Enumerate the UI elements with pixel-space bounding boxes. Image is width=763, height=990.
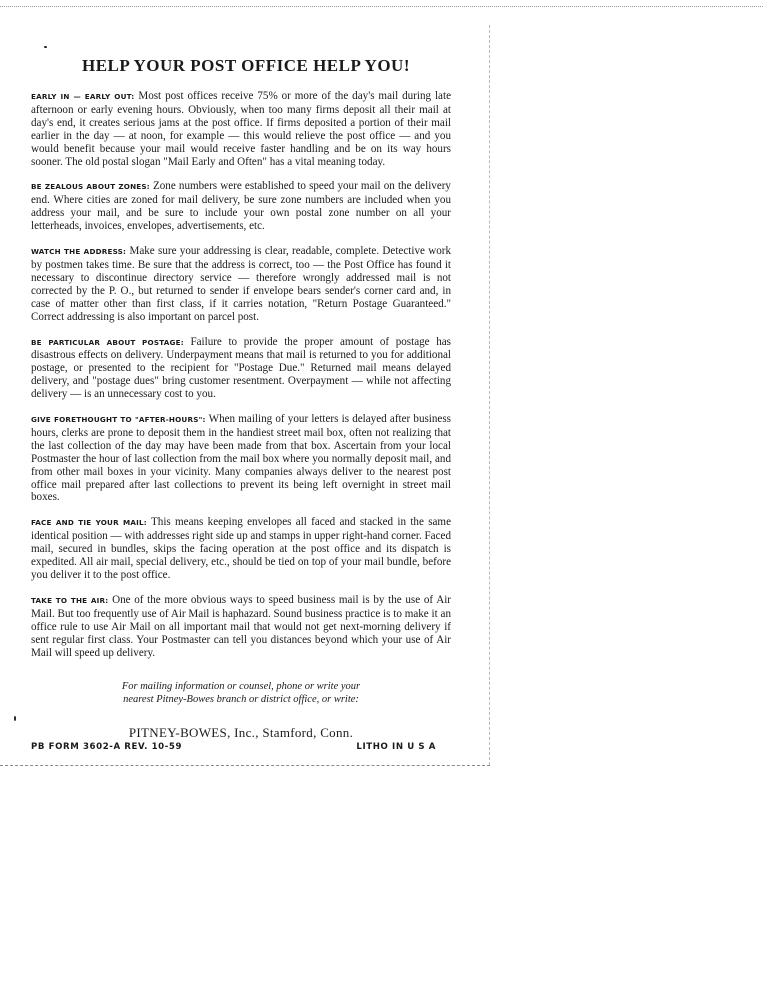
form-footer	[31, 742, 436, 752]
section-lead: EARLY IN — EARLY OUT:	[31, 92, 135, 101]
section-text: Most post offices receive 75% or more of the day's mail during late afternoon or early evening hours. Obviously, when too many firms deposit all their mail at day's end, it creates serious jams at the post office. If firms deposited a portion of their mail earlier in the day — at noon, for example — this would relieve the post office — and you would benefit because your mail would receive faster handling and be on its way hours sooner. The old postal slogan "Mail Early and Often" has a vital meaning today.	[31, 90, 451, 168]
page-title: HELP YOUR POST OFFICE HELP YOU!	[82, 56, 410, 75]
contact-note-line: nearest Pitney-Bowes branch or district office, or write:	[123, 694, 359, 706]
section-text: When mailing of your letters is delayed after business hours, clerks are prone to deposit them in the handiest street mail box, often not realizing that the last collection of the day may have been made from that box. Ascertain from your local Postmaster the hour of last collection from the mail box where you normally deposit mail, and from other mail boxes in your vicinity. Many companies always deliver to the nearest post office mail prepared after last collections to prevent its being left overnight in street mail boxes.	[31, 413, 451, 504]
section-lead: FACE AND TIE YOUR MAIL:	[31, 518, 147, 528]
section-air-mail	[31, 594, 451, 660]
scan-edge-right	[489, 25, 491, 765]
section-lead: BE ZEALOUS ABOUT ZONES:	[31, 182, 150, 192]
section-text: Failure to provide the proper amount of postage has disastrous effects on delivery. Underpayment means that mail is returned to you for additional postage, or presented to the recipient for "Postage Due." Returned mail means delayed delivery, and "postage dues" bring customer resentment. Overpayment — while not affecting delivery — is an unnecessary cost to you.	[31, 335, 452, 401]
section-after-hours	[31, 413, 451, 504]
section-text: This means keeping envelopes all faced and stacked in the same identical position — with addresses right side up and stamps in upper right-hand corner. Faced mail, secured in bundles, skips the facing operation at the post office and its dispatch is expedited. All air mail, special delivery, etc., should be tied on top of your mail bundle, before you deliver it to the post office.	[31, 516, 451, 581]
litho-notice: LITHO IN U S A	[356, 742, 436, 752]
scan-edge-top	[0, 0, 763, 7]
scan-edge-bottom	[0, 765, 490, 767]
section-early-in	[31, 90, 451, 168]
section-lead: GIVE FORETHOUGHT TO "AFTER-HOURS":	[31, 415, 206, 425]
ink-speck	[14, 716, 16, 721]
section-zones	[31, 180, 451, 233]
section-postage	[31, 336, 451, 402]
company-name: PITNEY-BOWES, Inc., Stamford, Conn.	[128, 724, 354, 740]
form-number: PB FORM 3602-A REV. 10-59	[31, 742, 183, 752]
section-text: One of the more obvious ways to speed business mail is by the use of Air Mail. But too frequently use of Air Mail is haphazard. Sound business practice is to make it an office rule to use Air Mail on all important mail that would not get next-morning delivery if sent regular first class. Your Postmaster can tell you distances beyond which your use of Air Mail will speed up delivery.	[31, 593, 451, 659]
contact-note	[31, 681, 451, 706]
section-lead: BE PARTICULAR ABOUT POSTAGE:	[31, 337, 184, 347]
section-address	[31, 245, 451, 323]
section-face-and-tie	[31, 516, 451, 582]
section-lead: WATCH THE ADDRESS:	[31, 247, 127, 257]
section-text: Make sure your addressing is clear, readable, complete. Detective work by postmen takes time. Be sure that the address is correct, too — the Post Office has found it necessary to discontinue directory service — therefore wrongly addressed mail is not corrected by the P. O., but returned to sender if envelope bears sender's corner card and, in case of matter other than first class, if it carries notation, "Return Postage Guaranteed." Correct addressing is also important on parcel post.	[31, 245, 452, 323]
contact-note-line: For mailing information or counsel, phone or write your	[121, 681, 361, 693]
document-page	[31, 42, 451, 741]
section-text: Zone numbers were established to speed your mail on the delivery end. Where cities are zoned for mail delivery, be sure zone numbers are included when you address your mail, and be sure to include your own postal zone number on all your letterheads, invoices, envelopes, advertisements, etc.	[31, 180, 451, 233]
section-lead: TAKE TO THE AIR:	[31, 595, 109, 605]
